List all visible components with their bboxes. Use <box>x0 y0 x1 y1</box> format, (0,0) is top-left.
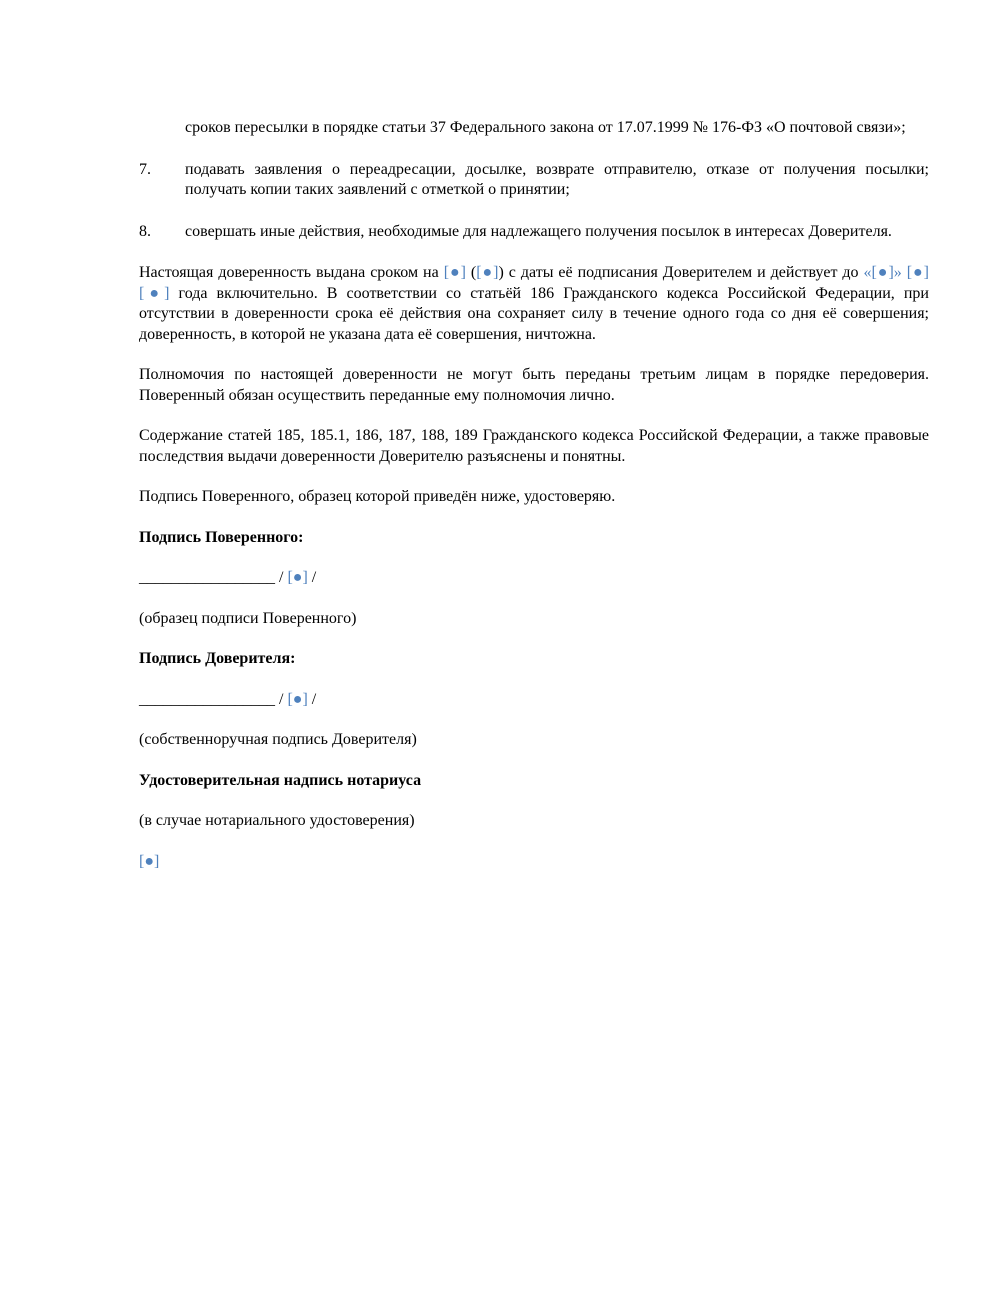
principal-signature-caption: (собственноручная подпись Доверителя) <box>139 731 417 748</box>
attorney-signature-heading: Подпись Поверенного: <box>139 528 304 546</box>
document-page <box>139 118 929 892</box>
principal-signature-heading: Подпись Доверителя: <box>139 650 296 667</box>
slash-close: / <box>307 569 317 586</box>
end-year-placeholder[interactable]: [●] <box>139 284 170 302</box>
principal-signature-line[interactable]: _________________ <box>139 690 275 708</box>
term-placeholder[interactable]: [●] <box>443 264 466 281</box>
end-month-placeholder[interactable]: [●] <box>906 264 930 281</box>
notary-heading: Удостоверительная надпись нотариуса <box>139 771 422 789</box>
end-day-placeholder[interactable]: «[●]» <box>863 264 902 281</box>
attorney-signature-caption: (образец подписи Поверенного) <box>139 609 357 627</box>
list-item-continuation: сроков пересылки в порядке статьи 37 Федерального закона от 17.07.1999 № 176-ФЗ «О почтовой связи»; <box>185 119 906 136</box>
attorney-signature-row <box>139 568 929 589</box>
certify-paragraph: Подпись Поверенного, образец которой приведён ниже, удостоверяю. <box>139 488 616 505</box>
term-paragraph <box>139 263 929 345</box>
term-text-2: ( <box>470 264 477 281</box>
list-item-number: 7. <box>139 160 151 178</box>
term-text-3: ) с даты её подписания Доверителем и действует до <box>498 264 864 281</box>
principal-name-placeholder[interactable]: [●] <box>287 690 308 708</box>
list-item-8 <box>139 222 929 243</box>
notary-caption: (в случае нотариального удостоверения) <box>139 812 415 829</box>
no-delegation-paragraph: Полномочия по настоящей доверенности не могут быть переданы третьим лицам в порядке передоверия. Поверенный обязан осуществить переданные ему полномочия лично. <box>139 366 929 404</box>
slash-open: / <box>275 569 288 586</box>
attorney-name-placeholder[interactable]: [●] <box>287 569 308 586</box>
slash-close: / <box>307 690 317 708</box>
notary-text-placeholder[interactable]: [●] <box>139 852 160 870</box>
term-words-placeholder[interactable]: [●] <box>476 264 499 281</box>
list-item-text: совершать иные действия, необходимые для надлежащего получения посылок в интересах Доверителя. <box>185 222 892 240</box>
term-text-1: Настоящая доверенность выдана сроком на <box>139 264 444 281</box>
principal-signature-row <box>139 690 929 711</box>
list-item-number: 8. <box>139 222 151 240</box>
attorney-signature-line[interactable]: _________________ <box>139 569 275 586</box>
term-text-4: года включительно. В соответствии со статьёй 186 Гражданского кодекса Российской Федерации, при отсутствии в доверенности срока её действия она сохраняет силу в течение одного года со дня её совершения; доверенность, в которой не указана дата её совершения, ничтожна. <box>139 284 929 343</box>
slash-open: / <box>275 690 288 708</box>
list-item-7 <box>139 160 929 201</box>
articles-paragraph: Содержание статей 185, 185.1, 186, 187, 188, 189 Гражданского кодекса Российской Федерации, а также правовые последствия выдачи доверенности Доверителю разъяснены и понятны. <box>139 427 929 465</box>
list-item-text: подавать заявления о переадресации, досылке, возврате отправителю, отказе от получения посылки; получать копии таких заявлений с отметкой о принятии; <box>185 160 929 198</box>
